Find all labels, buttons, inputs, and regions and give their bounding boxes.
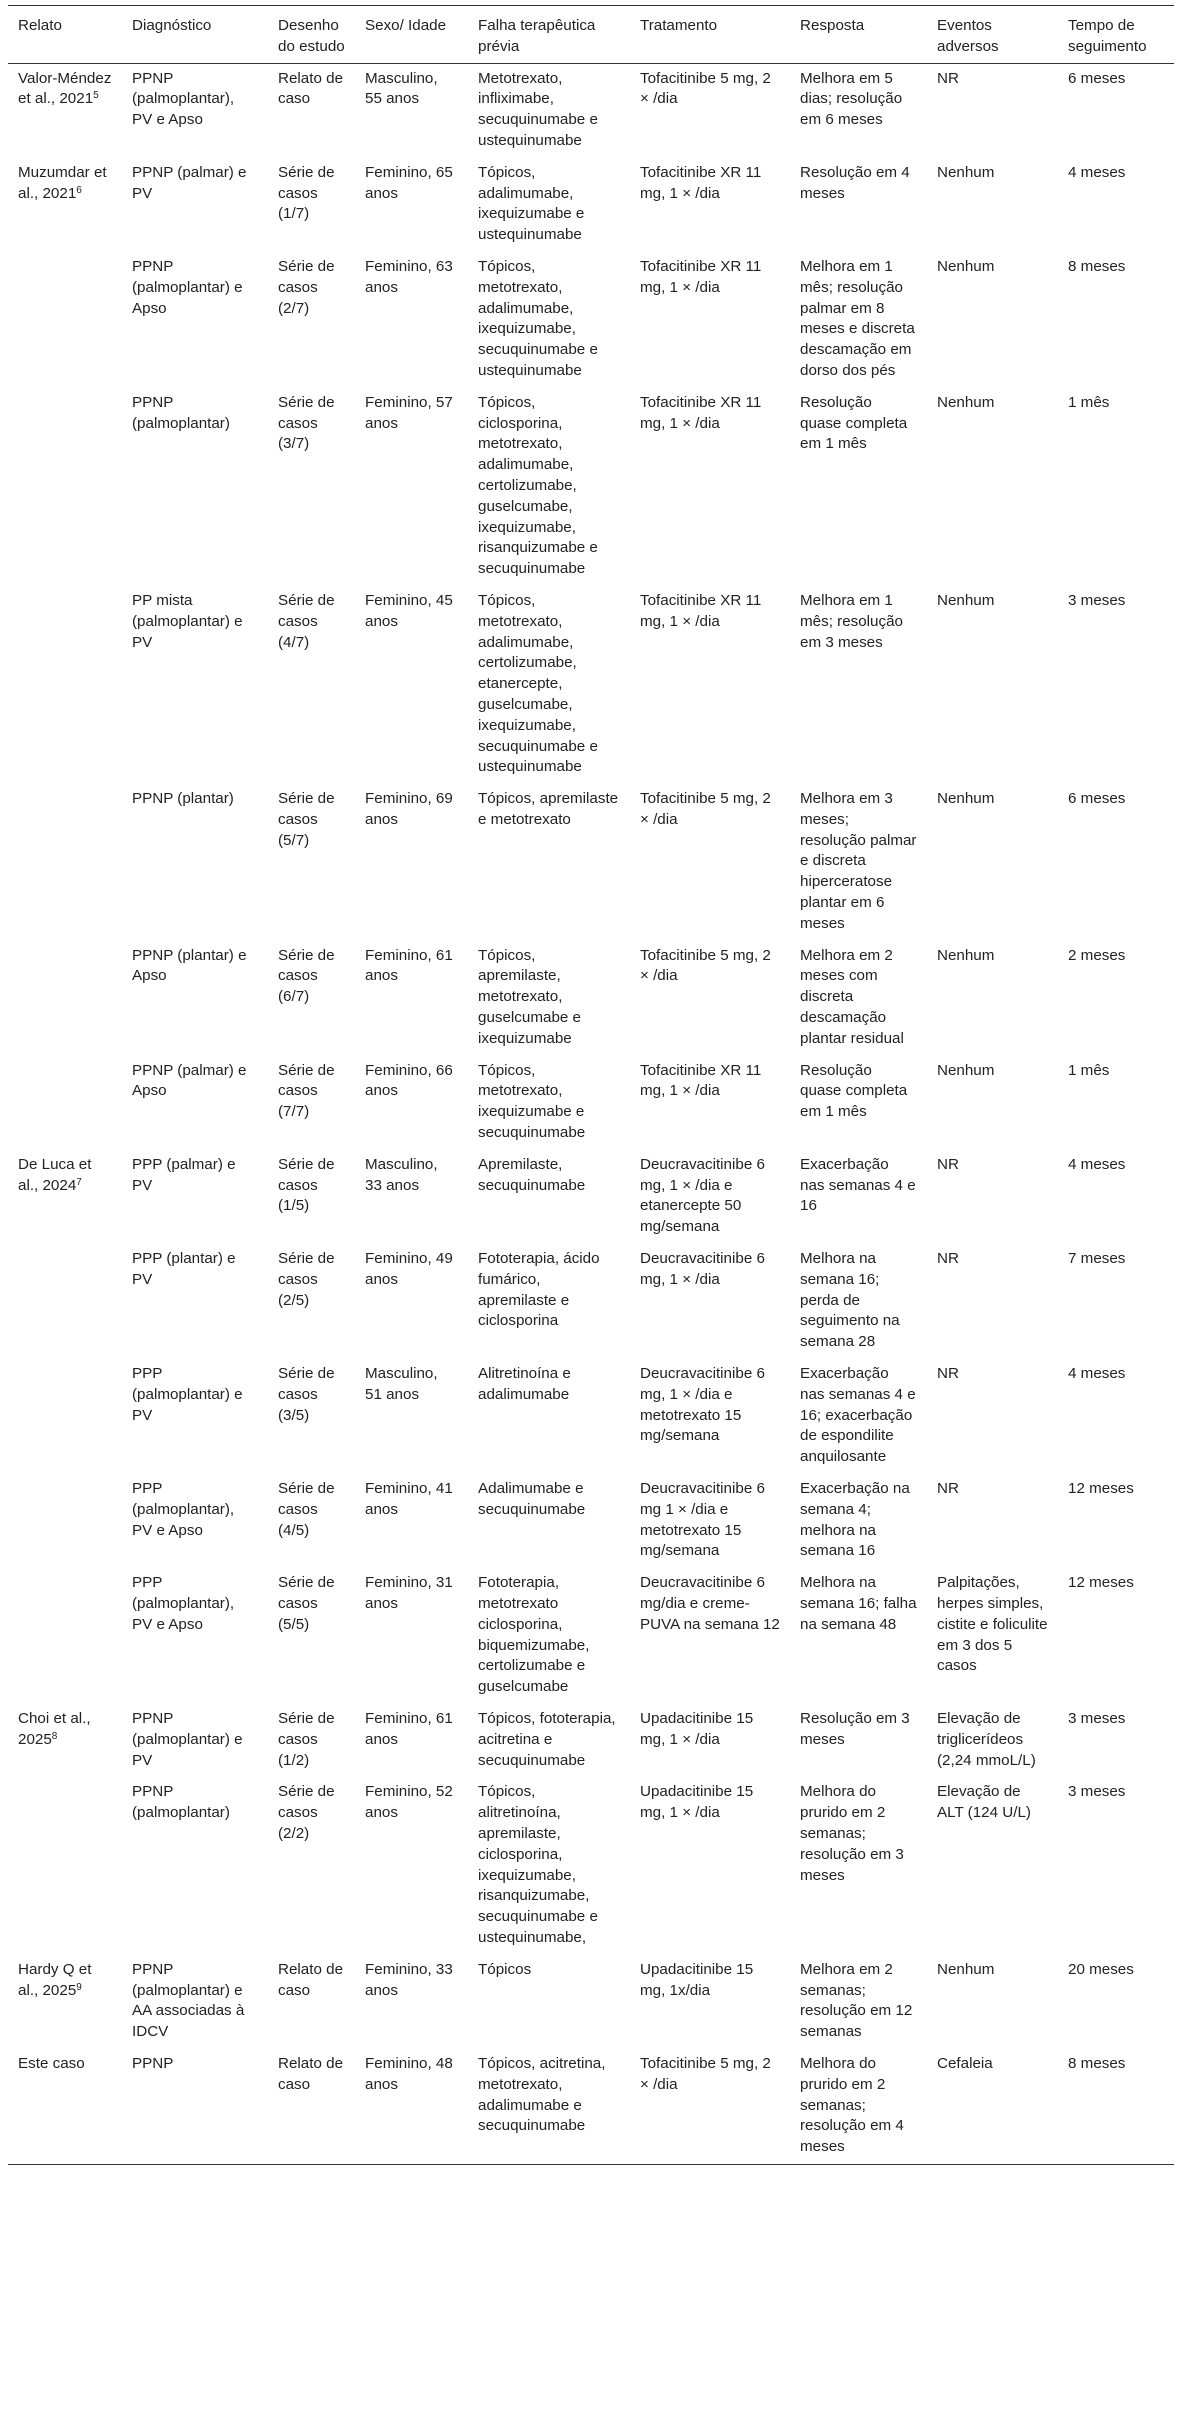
cell-design: Série de casos (4/7) (278, 591, 335, 651)
reference-number: 9 (76, 1981, 82, 1993)
table-body (8, 63, 1174, 2164)
header-sexo-idade: Sexo/ Idade (355, 6, 468, 64)
cell-treatment: Tofacitinibe XR 11 mg, 1 × /dia (640, 163, 762, 202)
table-row (8, 1150, 1174, 1244)
header-resposta: Resposta (790, 6, 927, 64)
cell-adverse-events: NR (937, 1155, 959, 1173)
cell-sex-age: Feminino, 31 anos (365, 1574, 453, 1612)
cell-design: Relato de caso (278, 69, 344, 108)
report-label: Choi et al., 2025 (18, 1709, 91, 1748)
cell-diagnosis: PPNP (palmoplantar) (132, 1783, 230, 1822)
cell-treatment: Tofacitinibe XR 11 mg, 1 × /dia (640, 393, 762, 432)
cell-response: Exacerbação nas semanas 4 e 16 (800, 1155, 916, 1215)
cell-diagnosis: PPNP (palmoplantar) e Apso (132, 257, 243, 317)
cell-response: Resolução quase completa em 1 mês (800, 1061, 908, 1121)
cell-diagnosis: PP mista (palmoplantar) e PV (132, 591, 243, 651)
cell-sex-age: Feminino, 33 anos (365, 1960, 453, 1999)
cell-sex-age: Feminino, 66 anos (365, 1061, 453, 1100)
cell-adverse-events: Nenhum (937, 257, 995, 275)
cell-treatment: Upadacitinibe 15 mg, 1 × /dia (640, 1783, 754, 1822)
table-row (8, 1244, 1174, 1359)
cell-diagnosis: PPP (palmoplantar), PV e Apso (132, 1480, 235, 1539)
header-tempo-seguimento: Tempo de seguimento (1058, 6, 1174, 64)
table-row (8, 1704, 1174, 1777)
cell-adverse-events: NR (937, 1365, 959, 1383)
cell-diagnosis: PPNP (palmoplantar) e AA associadas à IDCV (132, 1960, 245, 2041)
cell-response: Melhora na semana 16; falha na semana 48 (800, 1574, 917, 1633)
cell-treatment: Deucravacitinibe 6 mg 1 × /dia e metotrexato 15 mg/semana (640, 1480, 765, 1560)
cell-treatment: Upadacitinibe 15 mg, 1x/dia (640, 1960, 754, 1999)
cell-diagnosis: PPP (palmoplantar), PV e Apso (132, 1574, 235, 1633)
cell-prior-failure: Tópicos, metotrexato, ixequizumabe e secuquinumabe (478, 1061, 586, 1142)
cell-report (8, 63, 122, 158)
cell-diagnosis: PPNP (plantar) e Apso (132, 946, 247, 985)
reference-number: 8 (51, 1730, 58, 1742)
cell-report (8, 784, 122, 941)
cell-adverse-events: Nenhum (937, 393, 995, 411)
table-row (8, 784, 1174, 941)
case-reports-table (8, 5, 1174, 2165)
cell-prior-failure: Tópicos, fototerapia, acitretina e secuquinumabe (478, 1709, 616, 1769)
table-row (8, 1568, 1174, 1704)
cell-followup: 6 meses (1068, 790, 1126, 808)
cell-sex-age: Feminino, 49 anos (365, 1250, 453, 1288)
cell-report (8, 1474, 122, 1568)
cell-treatment: Tofacitinibe 5 mg, 2 × /dia (640, 69, 771, 108)
cell-design: Série de casos (2/7) (278, 257, 335, 317)
cell-sex-age: Feminino, 63 anos (365, 257, 453, 296)
cell-prior-failure: Adalimumabe e secuquinumabe (478, 1480, 586, 1518)
cell-adverse-events: Nenhum (937, 790, 995, 808)
reference-number: 5 (93, 90, 99, 102)
cell-sex-age: Masculino, 55 anos (365, 69, 438, 108)
cell-adverse-events: NR (937, 69, 959, 87)
header-desenho: Desenho do estudo (268, 6, 355, 64)
cell-diagnosis: PPNP (plantar) (132, 790, 234, 808)
cell-response: Melhora do prurido em 2 semanas; resolução em 3 meses (800, 1783, 904, 1884)
cell-report (8, 1244, 122, 1359)
table-row (8, 1056, 1174, 1150)
cell-sex-age: Feminino, 52 anos (365, 1783, 453, 1822)
cell-adverse-events: Nenhum (937, 1960, 995, 1978)
cell-design: Série de casos (1/7) (278, 163, 335, 223)
cell-response: Melhora em 2 semanas; resolução em 12 semanas (800, 1960, 913, 2041)
header-relato: Relato (8, 6, 122, 64)
reference-number: 7 (76, 1176, 82, 1188)
table-row (8, 2049, 1174, 2164)
cell-diagnosis: PPNP (palmoplantar) e PV (132, 1709, 243, 1769)
table-row (8, 1777, 1174, 1954)
reference-number: 6 (76, 184, 82, 196)
table-row (8, 1359, 1174, 1474)
cell-response: Resolução quase completa em 1 mês (800, 393, 908, 453)
cell-treatment: Deucravacitinibe 6 mg, 1 × /dia (640, 1250, 765, 1288)
cell-report (8, 1056, 122, 1150)
table-row (8, 388, 1174, 586)
table-row (8, 252, 1174, 388)
cell-response: Melhora em 1 mês; resolução palmar em 8 meses e discreta descamação em dorso dos pés (800, 257, 915, 379)
cell-prior-failure: Fototerapia, metotrexato ciclosporina, biquemizumabe, certolizumabe e guselcumabe (478, 1574, 590, 1696)
report-label: Este caso (18, 2054, 85, 2072)
cell-report (8, 388, 122, 586)
cell-design: Série de casos (2/2) (278, 1783, 335, 1842)
cell-treatment: Tofacitinibe XR 11 mg, 1 × /dia (640, 257, 762, 296)
cell-prior-failure: Tópicos, metotrexato, adalimumabe, certolizumabe, etanercepte, guselcumabe, ixequizumabe, secuquinumabe e ustequinumabe (478, 591, 598, 776)
cell-response: Resolução em 3 meses (800, 1709, 910, 1748)
cell-adverse-events: Nenhum (937, 1061, 995, 1079)
cell-design: Série de casos (3/5) (278, 1365, 335, 1424)
cell-design: Relato de caso (268, 2049, 355, 2164)
cell-sex-age: Feminino, 69 anos (365, 790, 453, 828)
cell-treatment: Tofacitinibe 5 mg, 2 × /dia (630, 2049, 790, 2164)
cell-prior-failure: Tópicos (478, 1960, 532, 1978)
cell-followup: 12 meses (1068, 1574, 1134, 1592)
cell-diagnosis: PPNP (palmar) e Apso (132, 1061, 247, 1100)
cell-diagnosis: PPP (palmoplantar) e PV (132, 1365, 243, 1424)
cell-adverse-events: Elevação de triglicerídeos (2,24 mmoL/L) (937, 1709, 1036, 1769)
cell-response: Melhora na semana 16; perda de seguimento na semana 28 (800, 1250, 900, 1351)
cell-diagnosis: PPP (plantar) e PV (132, 1250, 236, 1288)
cell-response: Melhora em 3 meses; resolução palmar e discreta hiperceratose plantar em 6 meses (800, 790, 917, 932)
cell-adverse-events: Nenhum (937, 163, 995, 181)
cell-treatment: Tofacitinibe XR 11 mg, 1 × /dia (640, 1061, 762, 1100)
cell-sex-age: Feminino, 48 anos (355, 2049, 468, 2164)
header-row (8, 6, 1174, 64)
cell-diagnosis: PPNP (palmoplantar) (132, 393, 230, 432)
cell-design: Série de casos (1/2) (278, 1709, 335, 1769)
header-diagnostico: Diagnóstico (122, 6, 268, 64)
cell-response: Resolução em 4 meses (800, 163, 910, 202)
cell-followup: 12 meses (1068, 1480, 1134, 1497)
cell-sex-age: Masculino, 33 anos (365, 1155, 438, 1194)
cell-sex-age: Feminino, 61 anos (365, 946, 453, 985)
cell-diagnosis: PPP (palmar) e PV (132, 1155, 236, 1194)
cell-followup: 20 meses (1068, 1960, 1134, 1978)
report-label: Muzumdar et al., 2021 (18, 163, 107, 202)
cell-followup: 3 meses (1068, 591, 1126, 609)
cell-followup: 3 meses (1068, 1709, 1126, 1727)
table-row (8, 1474, 1174, 1568)
cell-followup: 4 meses (1068, 163, 1126, 181)
table-row (8, 586, 1174, 784)
cell-report (8, 1150, 122, 1244)
cell-followup: 4 meses (1068, 1155, 1126, 1173)
cell-prior-failure: Tópicos, alitretinoína, apremilaste, ciclosporina, ixequizumabe, risanquizumabe, secuquinumabe e ustequinumabe, (478, 1783, 598, 1946)
cell-design: Relato de caso (278, 1960, 344, 1999)
cell-followup: 8 meses (1058, 2049, 1174, 2164)
cell-followup: 8 meses (1068, 257, 1126, 275)
cell-response: Exacerbação nas semanas 4 e 16; exacerbação de espondilite anquilosante (800, 1365, 916, 1466)
cell-followup: 1 mês (1068, 393, 1110, 411)
cell-report (8, 1568, 122, 1704)
cell-report (8, 1359, 122, 1474)
cell-response: Melhora em 5 dias; resolução em 6 meses (800, 69, 903, 129)
cell-report (8, 252, 122, 388)
cell-design: Série de casos (1/5) (278, 1155, 335, 1215)
cell-treatment: Tofacitinibe XR 11 mg, 1 × /dia (640, 591, 762, 630)
cell-sex-age: Feminino, 65 anos (365, 163, 453, 202)
cell-sex-age: Feminino, 45 anos (365, 591, 453, 630)
cell-report (8, 1777, 122, 1954)
header-tratamento: Tratamento (630, 6, 790, 64)
cell-diagnosis: PPNP (122, 2049, 268, 2164)
cell-adverse-events: Elevação de ALT (124 U/L) (937, 1783, 1031, 1822)
cell-treatment: Deucravacitinibe 6 mg, 1 × /dia e etanercepte 50 mg/semana (640, 1155, 765, 1236)
cell-prior-failure: Tópicos, ciclosporina, metotrexato, adalimumabe, certolizumabe, guselcumabe, ixequizumabe, risanquizumabe e secuquinumabe (478, 393, 598, 578)
cell-design: Série de casos (5/7) (278, 790, 335, 849)
cell-prior-failure: Tópicos, apremilaste e metotrexato (478, 790, 619, 828)
cell-treatment: Deucravacitinibe 6 mg, 1 × /dia e metotrexato 15 mg/semana (640, 1365, 765, 1445)
cell-treatment: Upadacitinibe 15 mg, 1 × /dia (640, 1709, 754, 1748)
cell-adverse-events: NR (937, 1480, 959, 1497)
cell-prior-failure: Tópicos, apremilaste, metotrexato, guselcumabe e ixequizumabe (478, 946, 582, 1047)
cell-report (8, 941, 122, 1056)
cell-prior-failure: Metotrexato, infliximabe, secuquinumabe e ustequinumabe (478, 69, 598, 149)
report-label: Valor-Méndez et al., 2021 (18, 69, 112, 108)
cell-prior-failure: Tópicos, adalimumabe, ixequizumabe e ustequinumabe (478, 163, 585, 244)
cell-sex-age: Feminino, 61 anos (365, 1709, 453, 1748)
table-row (8, 158, 1174, 252)
cell-adverse-events: Nenhum (937, 591, 995, 609)
cell-report (8, 2049, 122, 2164)
table-row (8, 1955, 1174, 2049)
report-label: De Luca et al., 2024 (18, 1155, 92, 1194)
cell-diagnosis: PPNP (palmoplantar), PV e Apso (132, 69, 235, 129)
cell-prior-failure: Tópicos, acitretina, metotrexato, adalimumabe e secuquinumabe (468, 2049, 630, 2164)
cell-response: Melhora em 2 meses com discreta descamação plantar residual (800, 946, 904, 1047)
cell-adverse-events: NR (937, 1250, 959, 1268)
cell-design: Série de casos (5/5) (278, 1574, 335, 1633)
cell-prior-failure: Alitretinoína e adalimumabe (478, 1365, 571, 1403)
cell-sex-age: Masculino, 51 anos (365, 1365, 438, 1403)
cell-followup: 7 meses (1068, 1250, 1126, 1268)
cell-design: Série de casos (2/5) (278, 1250, 335, 1309)
cell-adverse-events: Nenhum (937, 946, 995, 964)
table-row (8, 941, 1174, 1056)
cell-followup: 2 meses (1068, 946, 1126, 964)
cell-followup: 6 meses (1068, 69, 1126, 87)
cell-report (8, 1704, 122, 1777)
cell-followup: 3 meses (1068, 1783, 1126, 1801)
header-falha-previa: Falha terapêutica prévia (468, 6, 630, 64)
header-eventos-adversos: Eventos adversos (927, 6, 1058, 64)
cell-report (8, 158, 122, 252)
cell-treatment: Deucravacitinibe 6 mg/dia e creme-PUVA na semana 12 (640, 1574, 780, 1633)
cell-treatment: Tofacitinibe 5 mg, 2 × /dia (640, 946, 771, 985)
cell-response: Melhora do prurido em 2 semanas; resolução em 4 meses (790, 2049, 927, 2164)
cell-report (8, 586, 122, 784)
cell-treatment: Tofacitinibe 5 mg, 2 × /dia (640, 790, 771, 828)
cell-diagnosis: PPNP (palmar) e PV (132, 163, 247, 202)
cell-design: Série de casos (4/5) (278, 1480, 335, 1539)
table-row (8, 63, 1174, 158)
cell-report (8, 1955, 122, 2049)
cell-response: Exacerbação na semana 4; melhora na semana 16 (800, 1480, 910, 1560)
cell-adverse-events: Cefaleia (927, 2049, 1058, 2164)
cell-response: Melhora em 1 mês; resolução em 3 meses (800, 591, 903, 651)
cell-followup: 4 meses (1068, 1365, 1126, 1383)
report-label: Hardy Q et al., 2025 (18, 1960, 92, 1999)
cell-prior-failure: Apremilaste, secuquinumabe (478, 1155, 586, 1194)
cell-design: Série de casos (6/7) (278, 946, 335, 1006)
cell-adverse-events: Palpitações, herpes simples, cistite e foliculite em 3 dos 5 casos (937, 1574, 1048, 1675)
cell-design: Série de casos (7/7) (278, 1061, 335, 1121)
cell-prior-failure: Fototerapia, ácido fumárico, apremilaste e ciclosporina (478, 1250, 600, 1330)
cell-sex-age: Feminino, 41 anos (365, 1480, 453, 1518)
cell-sex-age: Feminino, 57 anos (365, 393, 453, 432)
cell-design: Série de casos (3/7) (278, 393, 335, 453)
cell-prior-failure: Tópicos, metotrexato, adalimumabe, ixequizumabe, secuquinumabe e ustequinumabe (478, 257, 598, 379)
cell-followup: 1 mês (1068, 1061, 1110, 1079)
